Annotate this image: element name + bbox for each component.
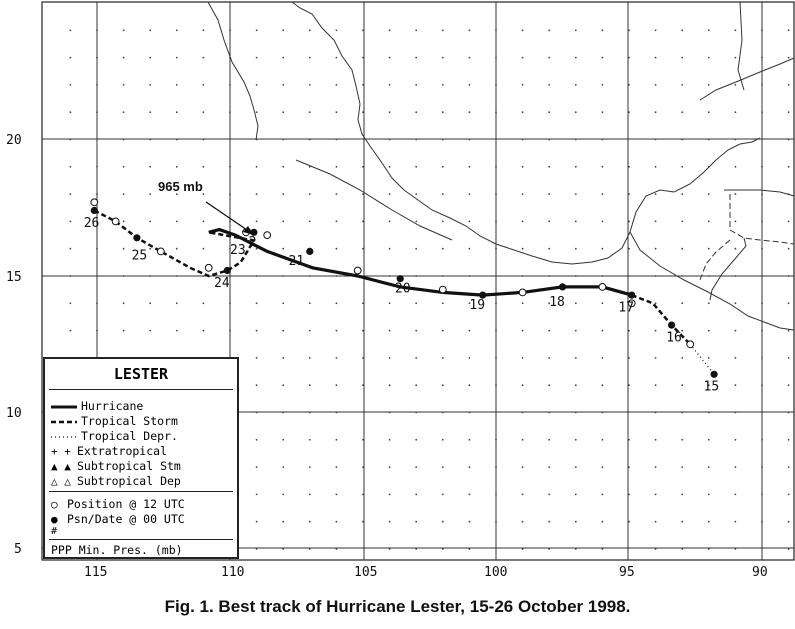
legend-psn-date-00-label: Psn/Date @ 00 UTC — [67, 512, 185, 526]
position-12utc-marker — [519, 289, 526, 296]
coastline — [208, 2, 794, 330]
tropical-storm-line-symbol — [51, 419, 81, 425]
date-label: 17 — [618, 300, 635, 316]
tropical-depression-segment — [690, 344, 714, 374]
tropical-depr-line-symbol — [51, 434, 81, 440]
date-label: 25 — [131, 248, 148, 264]
open-circle-icon: ○ — [51, 498, 58, 511]
date-label: 23 — [230, 243, 246, 259]
date-label: 18 — [549, 295, 565, 310]
legend-divider-3 — [49, 539, 233, 540]
position-00utc-marker — [628, 292, 635, 299]
position-00utc-marker — [668, 322, 675, 329]
position-12utc-marker — [205, 264, 212, 271]
date-label: 20 — [394, 281, 411, 297]
legend-title: LESTER — [113, 365, 169, 383]
legend-divider — [49, 389, 233, 390]
figure-caption: Fig. 1. Best track of Hurricane Lester, 15-26 October 1998. — [164, 597, 631, 616]
hurricane-segment — [209, 230, 632, 296]
legend-subtropical-dep-label: Subtropical Dep — [77, 474, 181, 488]
position-12utc-marker — [112, 218, 119, 225]
annotation-arrow — [206, 202, 250, 232]
legend-position-12-label: Position @ 12 UTC — [67, 497, 185, 511]
legend-psn-date-00 — [51, 512, 185, 526]
lon-tick-105: 105 — [354, 565, 378, 580]
legend-extratropical — [51, 444, 167, 458]
position-12utc-marker — [157, 248, 164, 255]
position-00utc-marker — [306, 248, 313, 255]
lon-tick-labels — [84, 565, 768, 580]
position-00utc-marker — [711, 371, 718, 378]
legend-hurricane — [51, 399, 143, 413]
open-triangle-icon: △ △ — [51, 475, 71, 488]
lat-tick-labels — [6, 133, 22, 557]
position-00utc-marker — [559, 283, 566, 290]
legend-hash-symbol: # — [51, 526, 58, 537]
min-pressure-annotation: 965 mb — [158, 179, 203, 194]
lat-tick-15: 15 — [6, 270, 22, 285]
lon-tick-100: 100 — [484, 565, 508, 580]
date-label: 26 — [83, 215, 100, 231]
legend-hurricane-label: Hurricane — [81, 399, 144, 413]
position-00utc-marker — [91, 207, 98, 214]
lon-tick-95: 95 — [619, 565, 635, 580]
lon-tick-110: 110 — [221, 565, 245, 580]
legend-subtropical-dep — [51, 474, 181, 488]
date-label: 19 — [469, 297, 486, 313]
filled-circle-icon: ● — [51, 513, 58, 526]
lat-tick-20: 20 — [6, 133, 22, 148]
lat-tick-5: 5 — [14, 542, 22, 557]
position-12utc-marker — [354, 267, 361, 274]
legend-position-12 — [51, 497, 185, 511]
position-12utc-marker — [264, 232, 271, 239]
legend-tropical-storm-label: Tropical Storm — [81, 414, 178, 428]
legend-subtropical-stm-label: Subtropical Stm — [77, 459, 181, 473]
plus-icon: + + — [51, 445, 71, 458]
legend-tropical-depr-label: Tropical Depr. — [81, 429, 178, 443]
position-12utc-marker — [439, 286, 446, 293]
legend-extratropical-label: Extratropical — [77, 444, 168, 458]
lon-tick-115: 115 — [84, 565, 108, 580]
legend-subtropical-stm — [51, 459, 181, 473]
filled-triangle-icon: ▲ ▲ — [51, 460, 71, 473]
position-00utc-marker — [224, 267, 231, 274]
legend-box — [43, 357, 239, 559]
legend-tropical-depr — [51, 429, 178, 443]
date-label: 16 — [666, 330, 682, 346]
position-12utc-marker — [91, 199, 98, 206]
position-00utc-marker — [133, 234, 140, 241]
date-label: 24 — [214, 275, 230, 291]
date-label: 15 — [703, 379, 720, 395]
legend-tropical-storm — [51, 414, 178, 428]
date-label: 2 — [248, 235, 257, 250]
lat-tick-10: 10 — [6, 406, 22, 421]
position-12utc-marker — [687, 341, 694, 348]
legend-min-pres: PPP Min. Pres. (mb) — [51, 543, 183, 557]
position-12utc-marker — [599, 284, 606, 291]
legend-divider-2 — [49, 491, 233, 492]
hurricane-line-symbol — [51, 404, 81, 410]
lon-tick-90: 90 — [752, 565, 768, 580]
date-label: 21 — [288, 254, 305, 270]
